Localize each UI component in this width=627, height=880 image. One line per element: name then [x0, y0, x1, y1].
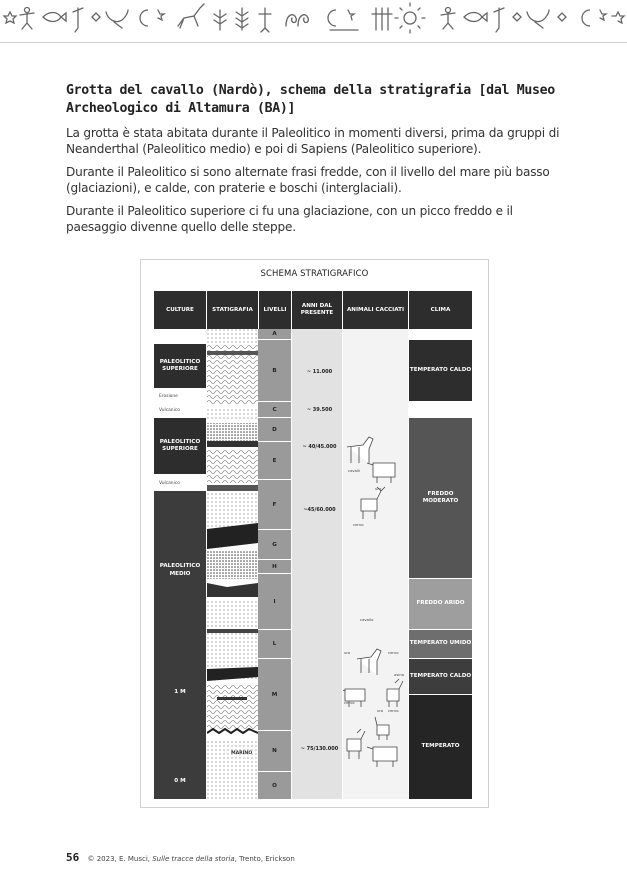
deer-icon: [178, 4, 204, 28]
page-number: 56: [66, 851, 80, 864]
age-40-45000: ~ 40/45.000: [302, 444, 337, 450]
stratigraphy-column: [207, 329, 258, 799]
level-O: O: [258, 772, 291, 800]
depth-0m: 0 M: [174, 778, 186, 785]
animal-label-7: asino: [394, 672, 405, 677]
bull-drawing-icon: [367, 747, 397, 767]
animal-label-9: uro: [377, 708, 384, 713]
level-A: A: [258, 329, 291, 340]
star-icon: [612, 12, 624, 23]
deer-drawing-icon: [347, 729, 365, 759]
age-75-130000: ~ 75/130.000: [300, 746, 339, 752]
level-I: I: [258, 574, 291, 630]
level-E: E: [258, 442, 291, 480]
deer-drawing-icon: [387, 679, 403, 707]
animal-drawings: [343, 329, 408, 799]
level-L: L: [258, 630, 291, 659]
bull-drawing-icon: [367, 463, 395, 483]
human-figure-icon: [73, 8, 83, 32]
moon-icon: [582, 10, 606, 26]
paragraph-3: Durante il Paleolitico superiore ci fu una glaciazione, con un picco freddo e il paesaggio divenne quello delle steppe.: [66, 204, 513, 234]
culture-vulcanico-1: Vulcanico: [159, 408, 180, 413]
human-figure-icon: [494, 8, 504, 32]
paragraph-2: Durante il Paleolitico si sono alternate frasi fredde, con il livello del mare più basso (glaciazioni), e calde, con praterie e boschi (interglaciali).: [66, 165, 550, 195]
marine-label: MARINO: [231, 751, 253, 756]
fish-icon: [464, 13, 487, 22]
bull-head-icon: [527, 10, 549, 28]
moon-icon: [140, 10, 164, 26]
age-39500: ~ 39.500: [306, 407, 333, 413]
human-figure-icon: [259, 8, 271, 32]
header-stratigraphy: STATIGRAFIA: [207, 291, 258, 329]
paragraph-1: La grotta è stata abitata durante il Paleolitico in momenti diversi, prima da gruppi di Neanderthal (Paleolitico medio) e poi di Sapiens (Paleolitico superiore).: [66, 126, 560, 156]
donkey-drawing-icon: [375, 717, 389, 740]
star-icon: [4, 12, 16, 23]
footer-credit: © 2023, E. Musci,: [87, 855, 150, 863]
diamond-icon: [558, 13, 566, 21]
culture-paleolitico-superiore-2: PALEOLITICO SUPERIORE: [154, 418, 206, 474]
level-M: M: [258, 659, 291, 731]
deer-drawing-icon: [361, 487, 385, 519]
years-column: [292, 329, 342, 799]
level-G: G: [258, 530, 291, 560]
page-footer: [66, 851, 295, 864]
diamond-icon: [513, 13, 521, 21]
animal-label-5: uro: [344, 650, 351, 655]
level-B: B: [258, 340, 291, 402]
fish-icon: [43, 13, 66, 22]
human-figure-icon: [441, 8, 455, 30]
animal-label-8: cervo: [344, 700, 355, 705]
plant-icon: [236, 8, 248, 30]
human-figure-icon: [20, 8, 34, 30]
level-D: D: [258, 418, 291, 442]
sun-icon: [395, 3, 425, 33]
level-F: F: [258, 480, 291, 530]
header-culture: CULTURE: [154, 291, 206, 329]
figure-title: SCHEMA STRATIGRAFICO: [260, 269, 369, 279]
human-figure-icon: [372, 8, 392, 30]
spiral-icon: [286, 15, 308, 26]
footer-book-title: Sulle tracce della storia: [152, 855, 235, 863]
culture-paleolitico-superiore-1: PALEOLITICO SUPERIORE: [154, 344, 206, 388]
culture-paleolitico-medio: PALEOLITICO MEDIO: [154, 491, 206, 799]
animal-label-2: uro: [375, 486, 382, 491]
climate-temperato: TEMPERATO: [409, 695, 472, 799]
level-H: H: [258, 560, 291, 574]
diamond-icon: [92, 13, 100, 21]
header-years: ANNI DAL PRESENTE: [292, 291, 342, 329]
header-levels: LIVELLI: [259, 291, 291, 329]
level-N: N: [258, 731, 291, 772]
age-11000: ~ 11.000: [306, 369, 333, 375]
header-climate: CLIMA: [409, 291, 472, 329]
culture-erosione: Erosione: [159, 394, 178, 399]
page-title: Grotta del cavallo (Nardò), schema della stratigrafia [dal Museo Archeologico di Altamura (BA)]: [66, 83, 555, 116]
age-45-60000: ~45/60.000: [303, 507, 336, 513]
bull-head-icon: [106, 10, 128, 28]
moon-icon: [328, 10, 358, 30]
plant-icon: [214, 10, 226, 30]
climate-freddo-arido: FREDDO ARIDO: [409, 579, 472, 629]
level-C: C: [258, 402, 291, 418]
depth-1m: 1 M: [174, 689, 186, 696]
horse-drawing-icon: [347, 437, 373, 463]
animal-label-10: cervo: [388, 708, 399, 713]
culture-vulcanico-2: Vulcanico: [159, 481, 180, 486]
climate-temperato-caldo-2: TEMPERATO CALDO: [409, 659, 472, 694]
decorative-header-band: [0, 0, 627, 38]
stratigraphy-figure: [140, 259, 489, 808]
footer-publisher: , Trento, Erickson: [234, 855, 295, 863]
animal-label-3: cervo: [353, 522, 364, 527]
header-animals: ANIMALI CACCIATI: [343, 291, 408, 329]
header-divider: [0, 42, 627, 43]
climate-temperato-caldo-1: TEMPERATO CALDO: [409, 340, 472, 401]
climate-freddo-moderato: FREDDO MODERATO: [409, 418, 472, 578]
decorative-pattern: [0, 0, 627, 40]
horse-drawing-icon: [357, 649, 381, 675]
animal-label-4: cavallo: [360, 617, 374, 622]
animal-label-1: cavalli: [348, 468, 361, 473]
animal-label-6: cervo: [388, 650, 399, 655]
climate-temperato-umido: TEMPERATO UMIDO: [409, 630, 472, 658]
